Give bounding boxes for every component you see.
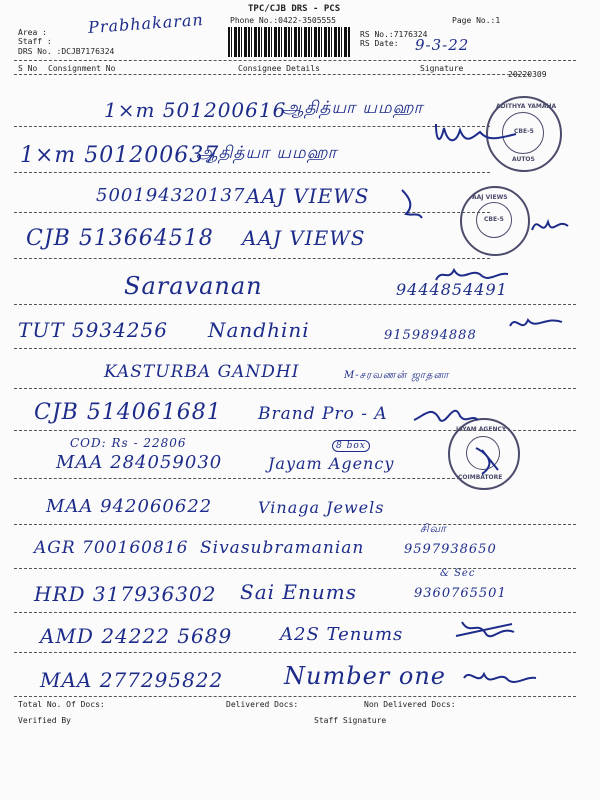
- signature-2: [396, 186, 466, 226]
- area-label: Area :: [18, 28, 47, 37]
- entry-6-consignee: Nandhini: [208, 318, 310, 342]
- entry-8-consignee: Brand Pro - A: [258, 404, 388, 424]
- entry-11-consignee: Sivasubramanian: [200, 538, 365, 558]
- entry-13-consignee: A2S Tenums: [280, 624, 404, 645]
- signature-8: [452, 614, 522, 646]
- column-sno: S No: [18, 64, 38, 73]
- footer-divider: [14, 696, 576, 697]
- aaj-views-stamp: AAJ VIEWS CBE-5: [460, 186, 530, 256]
- entry-7-consignee: KASTURBA GANDHI: [104, 362, 300, 382]
- date-code: 20220309: [508, 70, 547, 79]
- entry-2-consignment: 1×m 501200637: [20, 143, 220, 168]
- total-docs-label: Total No. Of Docs:: [18, 700, 105, 709]
- header-divider: [14, 60, 576, 61]
- entry-5-phone: 9444854491: [396, 280, 508, 299]
- jayam-agency-stamp: JAYAM AGENCY COIMBATORE: [448, 418, 520, 490]
- entry-9-box-count: 8 box: [332, 440, 370, 452]
- signature-1: [430, 116, 520, 152]
- entry-12-phone: 9360765501: [414, 586, 507, 601]
- entry-1-divider: [14, 126, 490, 127]
- non-delivered-docs-label: Non Delivered Docs:: [364, 700, 456, 709]
- entry-10-consignment: MAA 942060622: [46, 496, 213, 517]
- column-signature: Signature: [420, 64, 464, 73]
- entry-4-divider: [14, 258, 490, 259]
- entry-14-consignee: Number one: [284, 662, 446, 690]
- entry-2-consignee: ஆதித்யா யமஹா: [196, 143, 338, 163]
- entry-5-consignee: Saravanan: [124, 272, 263, 300]
- entry-1-consignee: ஆதித்யா யமஹா: [282, 98, 424, 118]
- entry-10-consignee: Vinaga Jewels: [258, 498, 385, 517]
- rs-number: RS No.:7176324: [360, 30, 428, 39]
- entry-13-divider: [14, 652, 576, 653]
- entry-6-phone: 9159894888: [384, 328, 477, 343]
- rs-date-label: RS Date:: [360, 39, 399, 48]
- entry-14-consignment: MAA 277295822: [40, 668, 224, 692]
- entry-5-divider: [14, 304, 576, 305]
- entry-3-consignee: AAJ VIEWS: [246, 184, 370, 208]
- signature-4: [432, 262, 512, 290]
- yamaha-autos-stamp: ADITHYA YAMAHA CBE-5 AUTOS: [486, 96, 562, 172]
- document-title: TPC/CJB DRS - PCS: [248, 4, 341, 14]
- entry-11-extra: சிவா: [420, 522, 447, 535]
- signature-9: [460, 664, 540, 694]
- entry-11-divider: [14, 568, 576, 569]
- signature-7: [468, 440, 508, 480]
- page-number: Page No.:1: [452, 16, 501, 25]
- entry-9-divider: [14, 478, 460, 479]
- entry-12-consignment: HRD 317936302: [34, 582, 217, 606]
- column-consignee: Consignee Details: [238, 64, 320, 73]
- barcode: [228, 27, 350, 57]
- entry-8-consignment: CJB 514061681: [34, 400, 222, 425]
- entry-6-divider: [14, 348, 576, 349]
- entry-11-consignment: AGR 700160816: [34, 538, 189, 558]
- drs-number: DRS No. :DCJB7176324: [18, 47, 115, 56]
- staff-label: Staff :: [18, 37, 52, 46]
- entry-9-consignment: MAA 284059030: [56, 452, 223, 473]
- verified-by-label: Verified By: [18, 716, 71, 725]
- entry-10-divider: [14, 524, 576, 525]
- entry-6-consignment: TUT 5934256: [18, 318, 168, 342]
- entry-9-consignee: Jayam Agency: [268, 454, 395, 473]
- column-divider: [14, 74, 530, 75]
- entry-7-extra: M-சரவணன் ஜாதனா: [344, 370, 450, 381]
- phone-number: Phone No.:0422-3505555: [230, 16, 336, 25]
- staff-handwritten-name: Prabhakaran: [87, 9, 205, 38]
- signature-5: [506, 310, 566, 338]
- entry-1-consignment: 1×m 501200616: [104, 98, 287, 122]
- column-consignment: Consignment No: [48, 64, 116, 73]
- entry-4-consignment: CJB 513664518: [26, 226, 214, 251]
- entry-13-consignment: AMD 24222 5689: [40, 624, 233, 648]
- entry-2-divider: [14, 172, 490, 173]
- entry-7-divider: [14, 388, 576, 389]
- rs-date-handwritten: 9-3-22: [415, 36, 470, 54]
- signature-6: [410, 396, 480, 430]
- entry-12-divider: [14, 612, 576, 613]
- entry-12-consignee: Sai Enums: [240, 580, 357, 604]
- entry-11-phone: 9597938650: [404, 542, 497, 557]
- staff-signature-label: Staff Signature: [314, 716, 387, 725]
- entry-12-extra: & Sec: [440, 568, 476, 579]
- entry-4-consignee: AAJ VIEWS: [242, 226, 366, 250]
- signature-3: [528, 210, 572, 244]
- delivered-docs-label: Delivered Docs:: [226, 700, 299, 709]
- entry-3-consignment: 500194320137: [96, 185, 246, 206]
- entry-9-cod-note: COD: Rs - 22806: [70, 436, 187, 450]
